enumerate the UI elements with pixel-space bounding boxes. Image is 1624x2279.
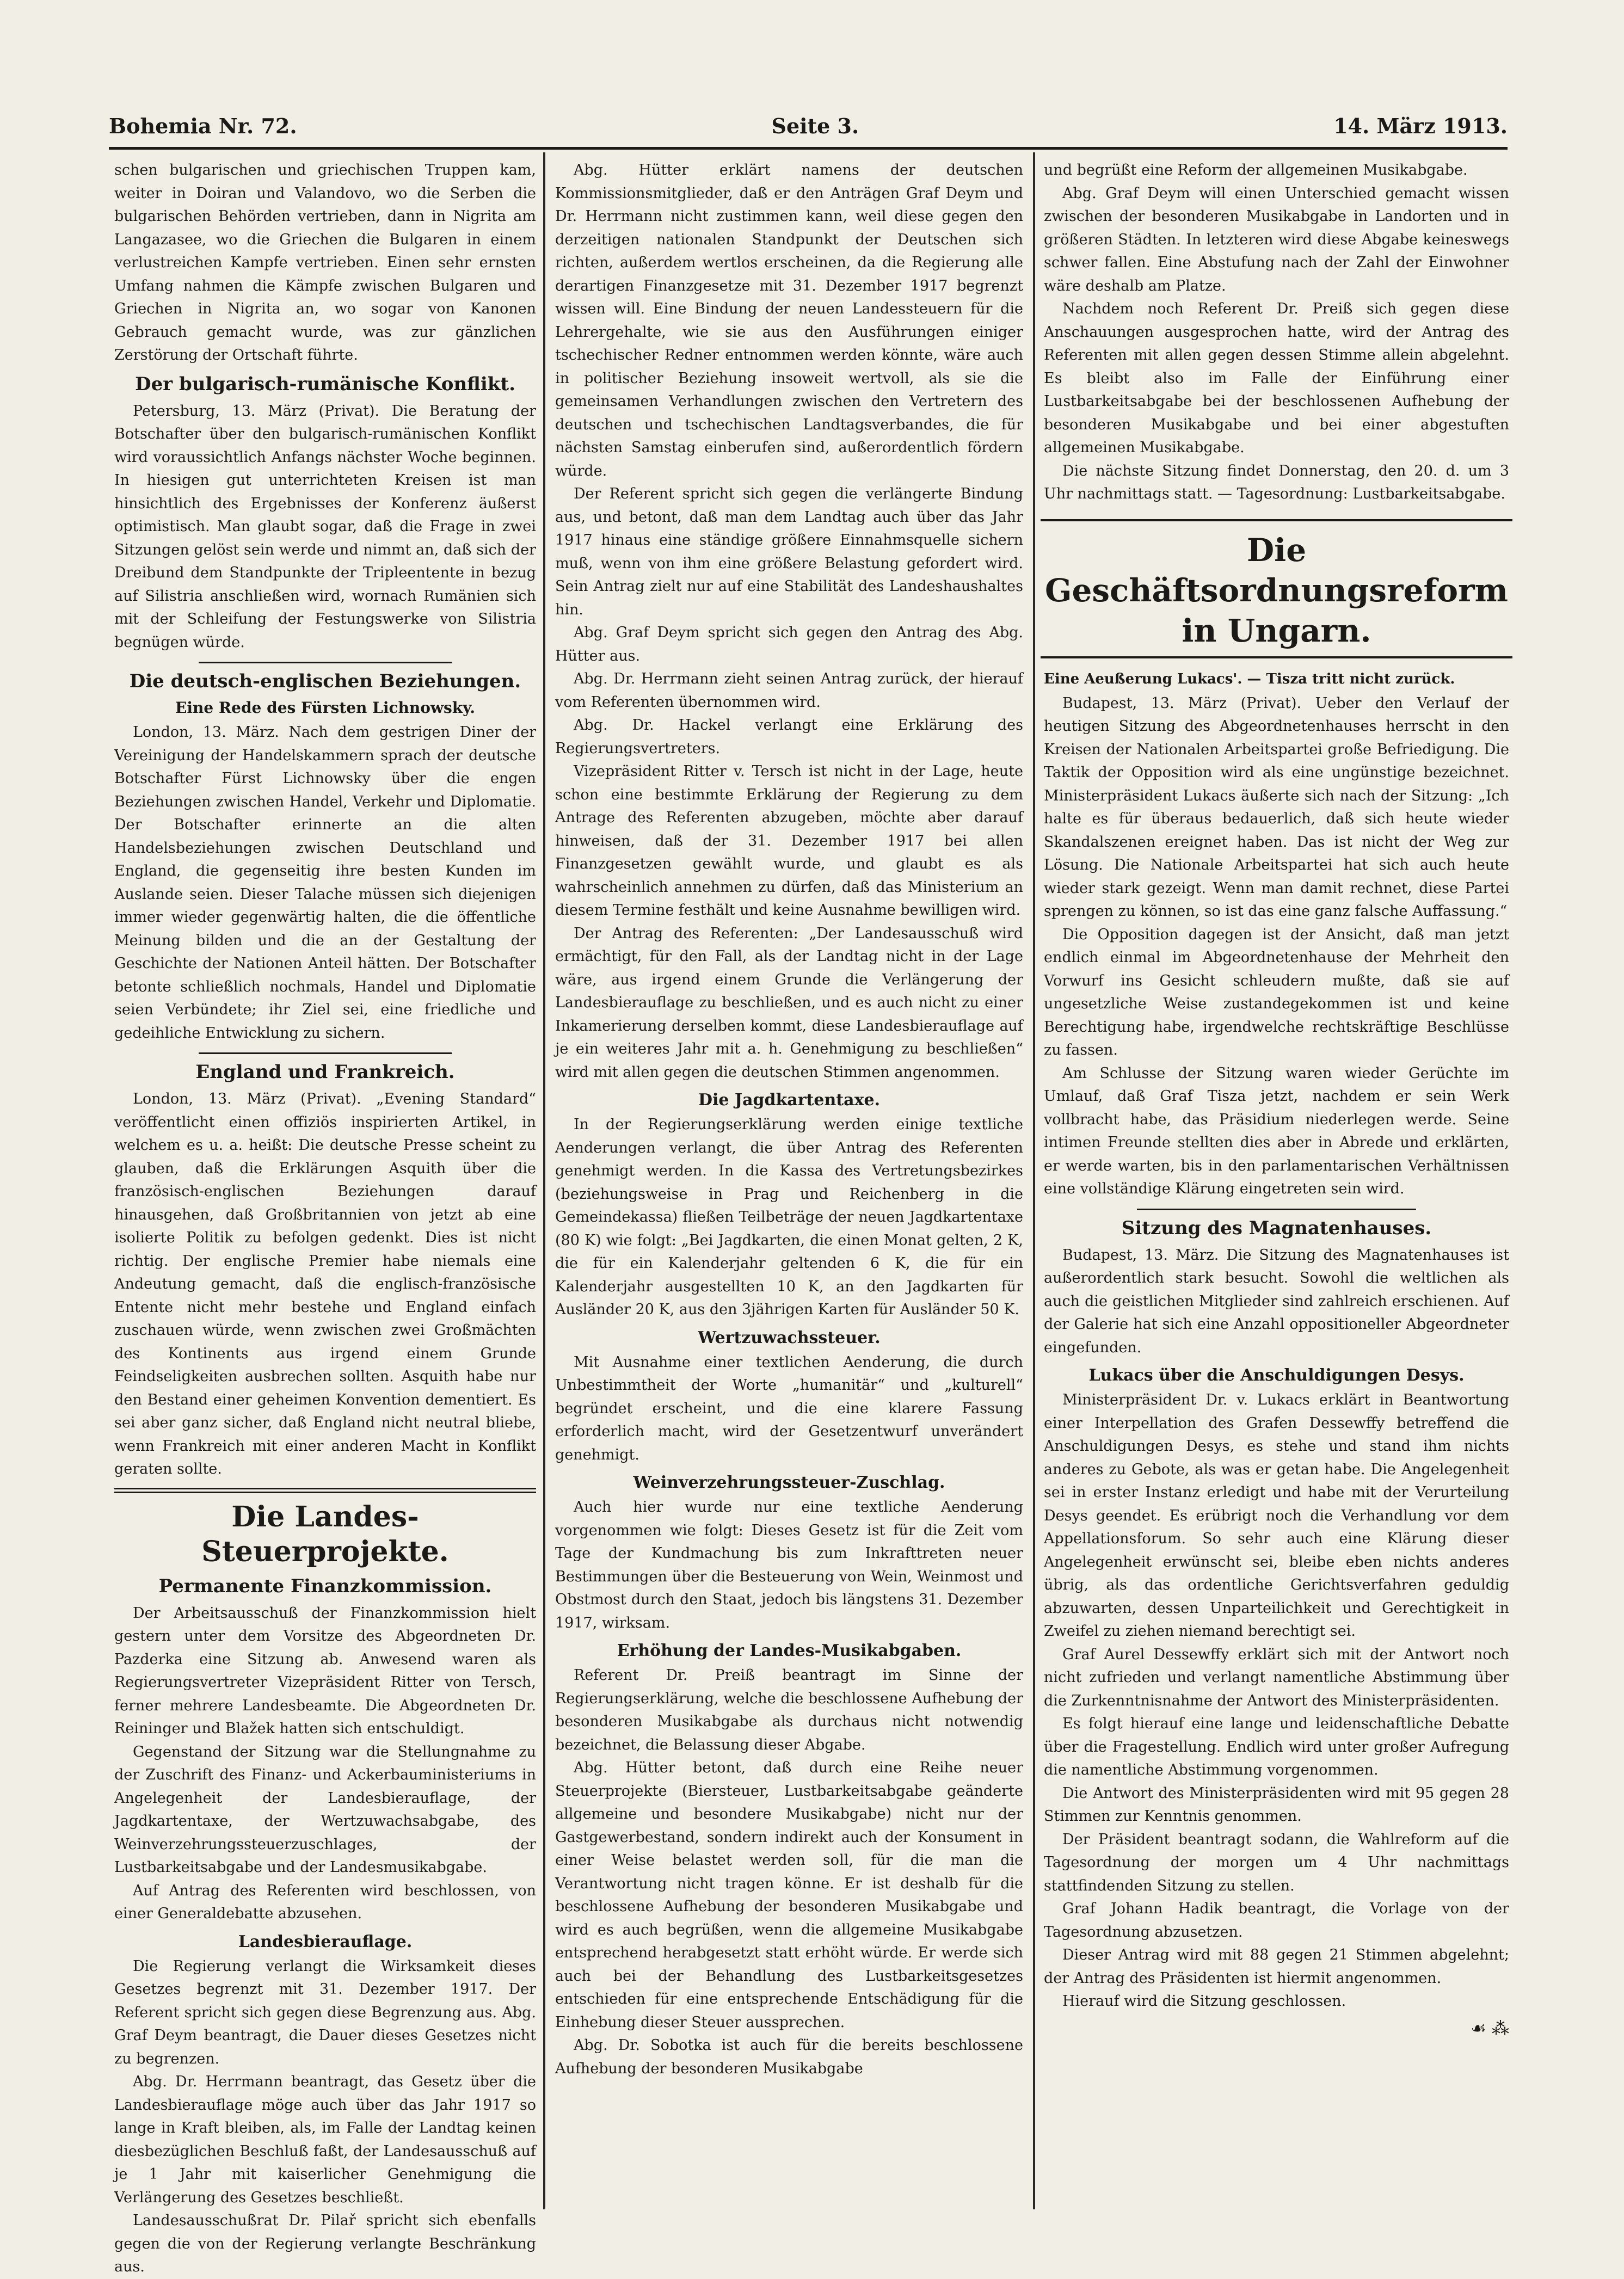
paragraph: Graf Johann Hadik beantragt, die Vorlage von der Tagesordnung abzusetzen.: [1044, 1900, 1509, 1941]
headline-box-ungarn: [1041, 519, 1512, 658]
column-divider-2: [1033, 152, 1035, 2209]
paragraph: Budapest, 13. März (Privat). Ueber den Verlauf der heutigen Sitzung des Abgeordnetenhauses herrscht in den Kreisen der Nationalen Arbeitspartei große Befriedigung. Die Taktik der Opposition wird als eine ungünstige bezeichnet. Ministerpräsident Lukacs äußerte sich nach der Sitzung: „Ich halte es für überaus bedauerlich, daß sich heute wieder Skandalszenen ereignet haben. Das ist nicht der Weg zur Lösung. Die Nationale Arbeitspartei hat sich auch heute wieder stark gezeigt. Wenn man damit rechnet, diese Partei sprengen zu können, so ist das eine ganz falsche Auffassung.“: [1044, 694, 1509, 920]
header-rule: [109, 147, 1508, 150]
paragraph: Petersburg, 13. März (Privat). Die Beratung der Botschafter über den bulgarisch-rumänischen Konflikt wird voraussichtlich Anfangs nächster Woche beginnen. In hiesigen gut unterrichteten Kreisen ist man hinsichtlich des Ergebnisses der Konferenz äußerst optimistisch. Man glaubt sogar, daß die Frage in zwei Sitzungen gelöst sein werde und nimmt an, daß sich der Dreibund dem Standpunkte der Tripleentente in bezug auf Silistria anschließen wird, wornach Rumänien sich mit der Schleifung der Festungswerke von Silistria begnügen würde.: [114, 402, 536, 651]
paragraph: Referent Dr. Preiß beantragt im Sinne der Regierungserklärung, welche die beschlossene Aufhebung der besonderen Musikabgabe als durchaus nicht notwendig bezeichnet, die Belassung dieser Abgabe.: [555, 1667, 1023, 1753]
paragraph: London, 13. März. Nach dem gestrigen Diner der Vereinigung der Handelskammern sprach der deutsche Botschafter Fürst Lichnowsky über die engen Beziehungen zwischen Handel, Verkehr und Diplomatie. Der Botschafter erinnerte an die alten Handelsbeziehungen zwischen Deutschland und England, die gegenseitig ihre besten Kunden im Auslande seien. Dieser Talache müssen sich diejenigen immer wieder gegenwärtig halten, die die öffentliche Meinung bilden und die an der Gestaltung der Geschichte der Nationen Anteil hätten. Der Botschafter betonte schließlich nochmals, Handel und Diplomatie seien Verbündete; ihr Ziel sei, eine friedliche und gedeihliche Entwicklung zu sichern.: [114, 724, 536, 1042]
paragraph: Hierauf wird die Sitzung geschlossen.: [1062, 1993, 1346, 2010]
paragraph: Graf Aurel Dessewffy erklärt sich mit der Antwort noch nicht zufrieden und verlangt namentliche Abstimmung über die Zurkenntnisnahme der Antwort des Ministerpräsidenten.: [1044, 1646, 1509, 1709]
section-divider: [114, 1488, 536, 1493]
column-3: [1044, 159, 1509, 2194]
paragraph: Auch hier wurde nur eine textliche Aenderung vorgenommen wie folgt: Dieses Gesetz ist für die Zeit vom Tage der Kundmachung bis zum Inkrafttreten neuer Bestimmungen über die Besteuerung von Wein, Weinmost und Obstmost durch den Staat, jedoch bis längstens 31. Dezember 1917, wirksam.: [555, 1499, 1023, 1631]
end-ornament-icon: ☙ ⁂: [1471, 2017, 1509, 2038]
paragraph: Abg. Hütter betont, daß durch eine Reihe neuer Steuerprojekte (Biersteuer, Lustbarkeitsabgabe geänderte allgemeine und besondere Musikabgabe) nicht nur der Gastgewerbestand, sondern indirekt auch der Konsument in einer Weise belastet werden soll, für die man die Verantwortung nicht tragen könne. Er ist deshalb für die beschlossene Aufhebung der besonderen Musikabgabe und wird es auch begrüßen, wenn die allgemeine Musikabgabe entsprechend herabgesetzt statt erhöht würde. Er werde sich auch bei der Behandlung des Lustbarkeitsgesetzes entschieden für eine entsprechende Entschädigung für die Einhebung dieser Steuer aussprechen.: [555, 1759, 1023, 2031]
headline-permanente: Permanente Finanzkommission.: [158, 1575, 492, 1597]
paragraph: Der Präsident beantragt sodann, die Wahlreform auf die Tagesordnung der morgen um 4 Uhr nachmittags stattfindenden Sitzung zu stellen.: [1044, 1831, 1509, 1894]
page-header: [109, 107, 1508, 145]
paragraph: Die nächste Sitzung findet Donnerstag, den 20. d. um 3 Uhr nachmittags statt. — Tagesordnung: Lustbarkeitsabgabe.: [1044, 462, 1509, 502]
headline-reform-line2: in Ungarn.: [1182, 612, 1371, 649]
subheadline-bierauflage: Landesbierauflage.: [238, 1932, 413, 1951]
paragraph: schen bulgarischen und griechischen Truppen kam, weiter in Doiran und Valandovo, wo die Serben die bulgarischen Behörden vertrieben, dann in Nigrita am Langazasee, wo die Griechen die Bulgaren in einem verlustreichen Kampfe vertrieben. Einen sehr ernsten Umfang nahmen die Kämpfe zwischen Bulgaren und Griechen in Nigrita an, wo sogar von Kanonen Gebrauch gemacht wurde, was zur gänzlichen Zerstörung der Ortschaft führte.: [114, 162, 536, 364]
headline-landes-steuerprojekte: Die Landes-Steuerprojekte.: [201, 1500, 449, 1568]
paragraph: Die Antwort des Ministerpräsidenten wird mit 95 gegen 28 Stimmen zur Kenntnis genommen.: [1044, 1784, 1509, 1825]
paragraph: Dieser Antrag wird mit 88 gegen 21 Stimmen abgelehnt; der Antrag des Präsidenten ist hiermit angenommen.: [1044, 1947, 1509, 1987]
paragraph: Abg. Graf Deym spricht sich gegen den Antrag des Abg. Hütter aus.: [555, 624, 1023, 664]
header-date: 14. März 1913.: [1333, 113, 1508, 138]
paragraph: Abg. Dr. Herrmann zieht seinen Antrag zurück, der hierauf vom Referenten übernommen wird.: [555, 670, 1023, 711]
paragraph: Es folgt hierauf eine lange und leidenschaftliche Debatte über die Fragestellung. Endlich wird unter großer Aufregung die namentliche Abstimmung vorgenommen.: [1044, 1715, 1509, 1778]
subheadline-musikabgaben: Erhöhung der Landes-Musikabgaben.: [617, 1641, 962, 1660]
separator: [1137, 1209, 1416, 1210]
paragraph: und begrüßt eine Reform der allgemeinen Musikabgabe.: [1044, 162, 1468, 178]
paragraph: Abg. Dr. Sobotka ist auch für die bereits beschlossene Aufhebung der besonderen Musikabgabe: [555, 2037, 1023, 2077]
paragraph: Am Schlusse der Sitzung waren wieder Gerüchte im Umlauf, daß Graf Tisza jetzt, nachdem er sein Werk vollbracht habe, das Präsidium niederlegen werde. Seine intimen Freunde stellten dies aber in Abrede und erklärten, er werde warten, bis in den parlamentarischen Verhältnissen eine vollständige Klärung eingetreten sein wird.: [1044, 1064, 1509, 1197]
subheadline-tisza: Eine Aeußerung Lukacs'. — Tisza tritt nicht zurück.: [1044, 670, 1455, 687]
subheadline-wertzuwachssteuer: Wertzuwachssteuer.: [698, 1328, 881, 1347]
paragraph: Landesausschußrat Dr. Pilař spricht sich ebenfalls gegen die von der Regierung verlangte Beschränkung aus.: [114, 2212, 536, 2275]
paragraph: Abg. Dr. Hackel verlangt eine Erklärung des Regierungsvertreters.: [555, 717, 1023, 757]
paragraph: London, 13. März (Privat). „Evening Standard“ veröffentlicht einen offiziös inspirierten Artikel, in welchem es u. a. heißt: Die deutsche Presse scheint zu glauben, daß die Erklärungen Asquith über die französisch-englischen Beziehungen darauf hinausgehen, daß Großbritannien von jetzt ab eine isolierte Politik zu befolgen gedenkt. Dies ist nicht richtig. Der englische Premier habe niemals eine Andeutung gemacht, daß die englisch-französische Entente nicht mehr bestehe und England einfach zuschauen würde, wenn zwischen zwei Großmächten des Kontinents aus irgend einem Grunde Feindseligkeiten ausbrechen sollten. Asquith habe nur den Bestand einer geheimen Konvention dementiert. Es sei aber ganz sicher, daß England nicht neutral bliebe, wenn Frankreich mit einer anderen Macht in Konflikt geraten sollte.: [114, 1091, 536, 1477]
paragraph: Der Antrag des Referenten: „Der Landesausschuß wird ermächtigt, für den Fall, als der Landtag nicht in der Lage wäre, aus irgend einem Grunde die Verlängerung der Landesbierauflage zu beschließen, und es auch nicht zu einer Inkamerierung derselben kommt, diese Landesbierauflage auf je ein weiteres Jahr mit a. h. Genehmigung zu beschließen“ wird mit allen gegen die deutschen Stimmen angenommen.: [555, 925, 1023, 1081]
headline-reform-line1: Die Geschäftsordnungsreform: [1044, 531, 1509, 609]
column-2: [555, 159, 1023, 2194]
paragraph: Vizepräsident Ritter v. Tersch ist nicht in der Lage, heute schon eine bestimmte Erklärung der Regierung zu dem Antrage des Referenten abzugeben, möchte aber darauf hinweisen, daß der 31. Dezember 1917 bei allen Finanzgesetzen gewählt wurde, und glaubt es als wahrscheinlich annehmen zu dürfen, daß das Ministerium an diesem Termine festhält und keine Ausnahme bewilligen wird.: [555, 763, 1023, 919]
subheadline-rede: Eine Rede des Fürsten Lichnowsky.: [175, 699, 475, 717]
subheadline-weinverzehrungssteuer: Weinverzehrungssteuer-Zuschlag.: [633, 1473, 945, 1492]
header-page-number: Seite 3.: [771, 113, 859, 138]
paragraph: Auf Antrag des Referenten wird beschlossen, von einer Generaldebatte abzusehen.: [114, 1882, 536, 1922]
paragraph: Abg. Hütter erklärt namens der deutschen Kommissionsmitglieder, daß er den Anträgen Graf Deym und Dr. Herrmann nicht zustimmen kann, weil diese gegen den derzeitigen nationalen Standpunkt der Deutschen sich richten, außerdem wertlos erscheinen, da die Regierung alle derartigen Finanzgesetze mit 31. Dezember 1917 begrenzt wissen will. Eine Bindung der neuen Landessteuern für die Lehrergehalte, wie sie aus den Ausführungen einiger tschechischer Redner entnommen werden könnte, wäre auch in politischer Beziehung insoweit wertvoll, als sie die gemeinsamen Verhandlungen zwischen den Vertretern des deutschen und tschechischen Landtagsverbandes, die für nächsten Samstag einberufen sind, außerordentlich fördern würde.: [555, 162, 1023, 479]
headline-konflikt: Der bulgarisch-rumänische Konflikt.: [135, 373, 515, 395]
paragraph: Der Referent spricht sich gegen die verlängerte Bindung aus, und betont, daß man dem Landtag auch über das Jahr 1917 hinaus eine ständige größere Einnahmsquelle sichern muß, wenn von ihm eine größere Belastung gefordert wird. Sein Antrag zielt nur auf eine Stabilität des Landeshaushaltes hin.: [555, 485, 1023, 618]
column-divider-1: [543, 152, 545, 2209]
paragraph: Ministerpräsident Dr. v. Lukacs erklärt in Beantwortung einer Interpellation des Grafen Dessewffy betreffend die Anschuldigungen Desys, es stehe und stand ihm nichts anderes zu Gebote, als was er getan habe. Die Angelegenheit sei in erster Instanz erledigt und habe mit der Verurteilung Desys geendet. Es erübrigt noch die Verhandlung vor dem Appellationsforum. So sehr auch eine Klärung dieser Angelegenheit erwünscht sei, bleibe eben nichts anderes übrig, als das ordentliche Gerichtsverfahren geduldig abzuwarten, dessen Unparteilichkeit und Gerechtigkeit in Zweifel zu ziehen niemand berechtigt sei.: [1044, 1391, 1509, 1640]
headline-england: England und Frankreich.: [195, 1061, 455, 1083]
subheadline-jagdkartentaxe: Die Jagdkartentaxe.: [698, 1091, 881, 1110]
paragraph: Die Regierung verlangt die Wirksamkeit dieses Gesetzes begrenzt mit 31. Dezember 1917. Der Referent spricht sich gegen diese Begrenzung aus. Abg. Graf Deym beantragt, die Dauer dieses Gesetzes nicht zu begrenzen.: [114, 1957, 536, 2067]
paragraph: Budapest, 13. März. Die Sitzung des Magnatenhauses ist außerordentlich stark besucht. Sowohl die weltlichen als auch die geistlichen Mitglieder sind zahlreich erschienen. Auf der Galerie hat sich eine Anzahl oppositioneller Abgeordneter eingefunden.: [1044, 1246, 1509, 1356]
paragraph: Nachdem noch Referent Dr. Preiß sich gegen diese Anschauungen ausgesprochen hatte, wird der Antrag des Referenten mit allen gegen dessen Stimme allein abgelehnt. Es bleibt also im Falle der Einführung einer Lustbarkeitsabgabe bei der beschlossenen Aufhebung der besonderen Musikabgabe und bei einer abgestuften allgemeinen Musikabgabe.: [1044, 300, 1509, 456]
headline-magnatenhaus: Sitzung des Magnatenhauses.: [1121, 1217, 1432, 1239]
paragraph: Abg. Graf Deym will einen Unterschied gemacht wissen zwischen der besonderen Musikabgabe in Landorten und in größeren Städten. In letzteren wird diese Abgabe keineswegs schwer fallen. Eine Abstufung nach der Zahl der Einwohner wäre deshalb am Platze.: [1044, 184, 1509, 294]
separator: [199, 662, 452, 663]
headline-beziehungen: Die deutsch-englischen Beziehungen.: [129, 670, 521, 692]
paragraph: Der Arbeitsausschuß der Finanzkommission hielt gestern unter dem Vorsitze des Abgeordneten Dr. Pazderka eine Sitzung ab. Anwesend waren als Regierungsvertreter Vizepräsident Ritter von Tersch, ferner mehrere Landesbeamte. Die Abgeordneten Dr. Reininger und Blažek hatten sich entschuldigt.: [114, 1604, 536, 1737]
paragraph: Abg. Dr. Herrmann beantragt, das Gesetz über die Landesbierauflage möge auch über das Jahr 1917 so lange in Kraft bleiben, als, im Falle der Landtag keinen diesbezüglichen Beschluß faßt, der Landesausschuß auf je 1 Jahr mit kaiserlicher Genehmigung die Verlängerung des Gesetzes beschließt.: [114, 2073, 536, 2206]
paragraph: Die Opposition dagegen ist der Ansicht, daß man jetzt endlich einmal im Abgeordnetenhause der Mehrheit den Vorwurf ins Gesicht schleudern mußte, daß sie auf ungesetzliche Weise zustandegekommen ist und keine Berechtigung habe, irgendwelche rechtskräftige Beschlüsse zu fassen.: [1044, 926, 1509, 1058]
column-1: [114, 159, 536, 2275]
paragraph: Mit Ausnahme einer textlichen Aenderung, die durch Unbestimmtheit der Worte „humanitär“ und „kulturell“ begründet erscheint, und die eine klarere Fassung erforderlich macht, wird der Gesetzentwurf unverändert genehmigt.: [555, 1353, 1023, 1463]
paragraph: In der Regierungserklärung werden einige textliche Aenderungen verlangt, die über Antrag des Referenten genehmigt werden. In die Kassa des Vertretungsbezirkes (beziehungsweise in Prag und Reichenberg in die Gemeindekassa) fließen Teilbeträge der neuen Jagdkartentaxe (80 K) wie folgt: „Bei Jagdkarten, die einen Monat gelten, 2 K, die für ein Kalenderjahr geltenden 6 K, die für ein Kalenderjahr ausgestellten 10 K, an den Jagdkarten für Ausländer 20 K, aus den 3jährigen Karten für Ausländer 50 K.: [555, 1116, 1023, 1318]
separator: [199, 1052, 452, 1054]
subheadline-lukacs: Lukacs über die Anschuldigungen Desys.: [1088, 1366, 1465, 1385]
header-issue: Bohemia Nr. 72.: [109, 113, 297, 138]
paragraph: Gegenstand der Sitzung war die Stellungnahme zu der Zuschrift des Finanz- und Ackerbauministeriums in Angelegenheit der Landesbierauflage, der Jagdkartentaxe, der Wertzuwachsabgabe, des Weinverzehrungssteuerzuschlages, der Lustbarkeitsabgabe und der Landesmusikabgabe.: [114, 1743, 536, 1876]
